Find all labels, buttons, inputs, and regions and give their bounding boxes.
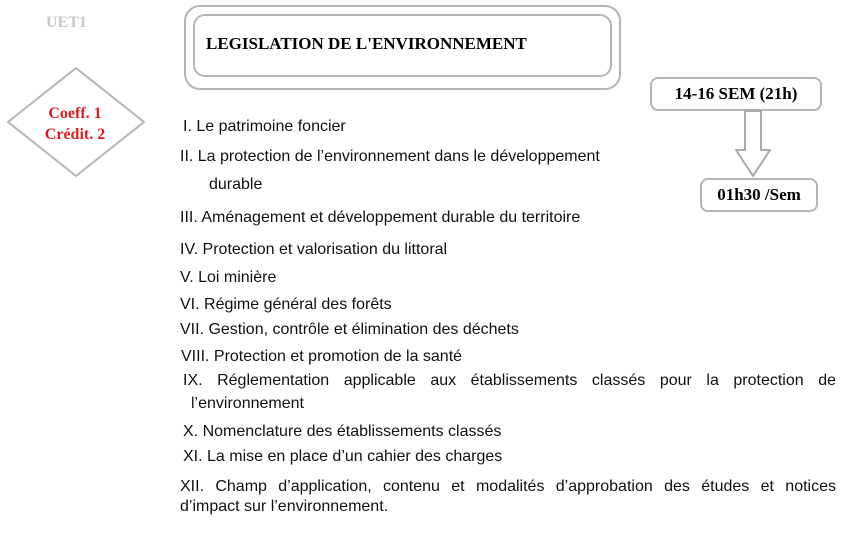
hours-weekly-box: 01h30 /Sem: [700, 178, 818, 212]
list-item: VI. Régime général des forêts: [180, 296, 392, 313]
list-item: X. Nomenclature des établissements classés: [183, 423, 502, 440]
list-item-continuation: d’impact sur l’environnement.: [180, 498, 389, 515]
list-item: VIII. Protection et promotion de la santé: [181, 348, 463, 365]
list-item-continuation: durable: [209, 176, 263, 193]
credit-label: Crédit. 2: [44, 126, 106, 143]
list-item: XI. La mise en place d’un cahier des charges: [183, 448, 503, 465]
list-item-continuation: l’environnement: [191, 395, 304, 412]
list-item: I. Le patrimoine foncier: [183, 118, 346, 135]
list-item: II. La protection de l’environnement dans le développement: [180, 148, 600, 165]
coefficient-credit: [32, 103, 118, 145]
list-item: V. Loi minière: [180, 269, 277, 286]
unit-code: UET1: [46, 14, 87, 31]
hours-total-box: 14-16 SEM (21h): [650, 77, 822, 111]
list-item: IV. Protection et valorisation du littoral: [180, 241, 448, 258]
page-title: LEGISLATION DE L'ENVIRONNEMENT: [206, 34, 527, 53]
coefficient-label: Coeff. 1: [48, 105, 102, 122]
down-arrow-icon: [735, 110, 771, 178]
list-item: VII. Gestion, contrôle et élimination des déchets: [180, 321, 519, 338]
list-item: IX. Réglementation applicable aux établissements classés pour la protection de: [183, 372, 836, 389]
list-item: III. Aménagement et développement durable du territoire: [180, 209, 581, 226]
list-item: XII. Champ d’application, contenu et modalités d’approbation des études et notices: [180, 478, 836, 495]
